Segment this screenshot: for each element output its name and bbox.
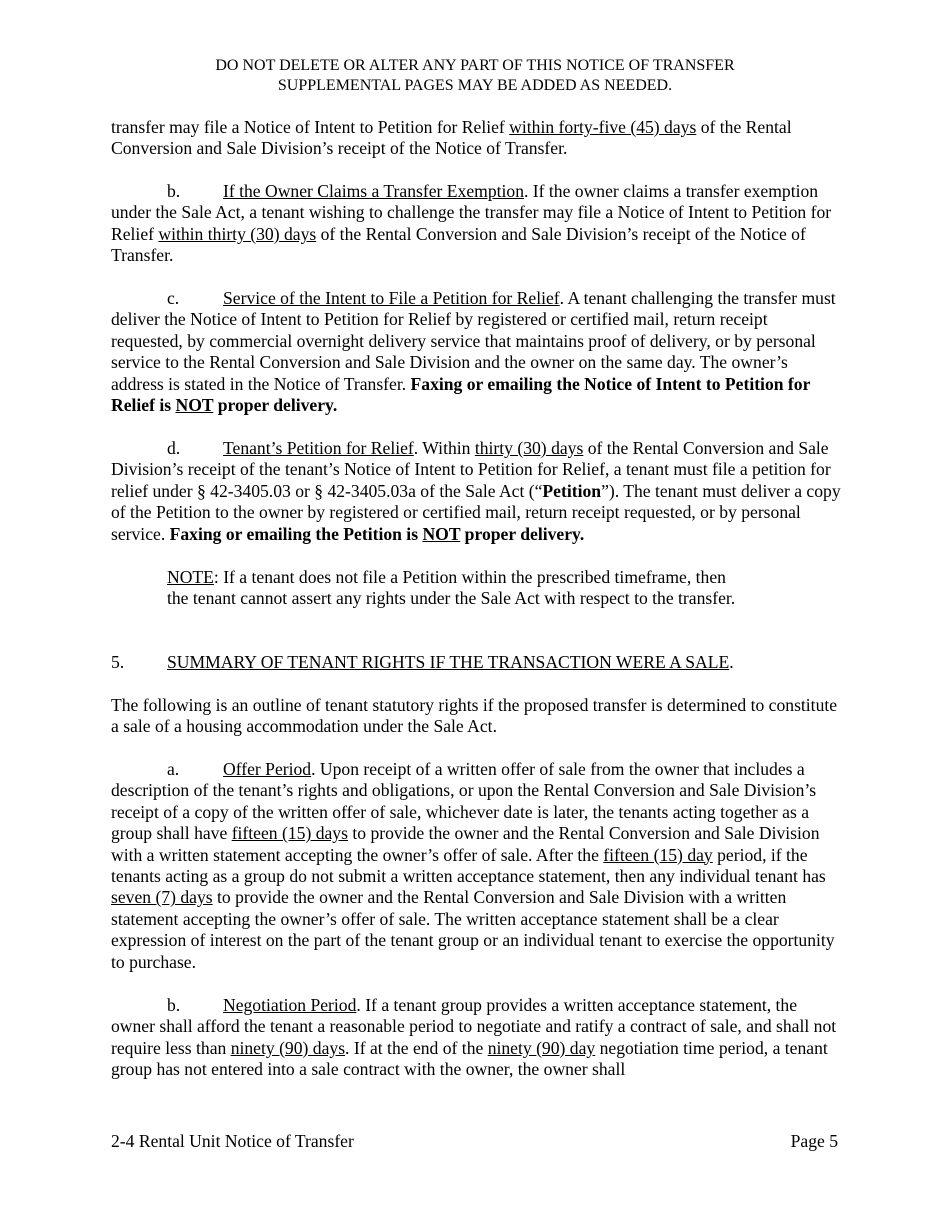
header-line-1: DO NOT DELETE OR ALTER ANY PART OF THIS NOTICE OF TRANSFER bbox=[215, 57, 735, 74]
paragraph-a-offer-period: a. Offer Period. Upon receipt of a written offer of sale from the owner that includes a description of the tenant’s rights and obligations, or upon the Rental Conversion and Sale Division’s receipt of a copy of the written offer of sale, whichever date is later, the tenants acting together as a group shall have fifteen (15) days to provide the owner and the Rental Conversion and Sale Division with a written statement accepting the owner’s offer of sale. After the fifteen (15) day period, if the tenants acting as a group do not submit a written acceptance statement, then any individual tenant has seven (7) days to provide the owner and the Rental Conversion and Sale Division with a written statement accepting the owner’s offer of sale. The written acceptance statement shall be a clear expression of interest on the part of the tenant group or an individual tenant to exercise the opportunity to purchase. bbox=[111, 759, 835, 972]
paragraph-c-service: c. Service of the Intent to File a Petition for Relief. A tenant challenging the transfer must deliver the Notice of Intent to Petition for Relief by registered or certified mail, return receipt requested, by commercial overnight delivery service that maintains proof of delivery, or by personal service to the Rental Conversion and Sale Division and the owner on the same day. The owner’s address is stated in the Notice of Transfer. Faxing or emailing the Notice of Intent to Petition for Relief is NOT proper delivery. bbox=[111, 288, 836, 416]
bold-warning: Faxing or emailing the Petition is NOT proper delivery. bbox=[169, 523, 585, 544]
deadline-30-days: thirty (30) days bbox=[474, 438, 584, 458]
item-heading: Negotiation Period bbox=[223, 995, 357, 1015]
note-label: NOTE bbox=[167, 567, 214, 587]
deadline-30-days: within thirty (30) days bbox=[158, 223, 317, 244]
deadline-90-day: ninety (90) day bbox=[487, 1037, 596, 1058]
footer-document-title: 2-4 Rental Unit Notice of Transfer bbox=[111, 1131, 354, 1151]
bold-warning: Faxing or emailing the Notice of Intent to Petition for Relief is NOT proper delivery. bbox=[111, 373, 811, 416]
paragraph-continuation: transfer may file a Notice of Intent to Petition for Relief within forty-five (45) days of the Rental Conversion and Sale Division’s receipt of the Notice of Transfer. bbox=[111, 117, 792, 159]
item-heading: If the Owner Claims a Transfer Exemption bbox=[223, 181, 524, 201]
paragraph-b-negotiation-period: b. Negotiation Period. If a tenant group provides a written acceptance statement, the owner shall afford the tenant a reasonable period to negotiate and ratify a contract of sale, and shall not require less than ninety (90) days. If at the end of the ninety (90) day negotiation time period, a tenant group has not entered into a sale contract with the owner, the owner shall bbox=[111, 995, 837, 1080]
item-heading: Offer Period bbox=[223, 759, 312, 779]
item-label: d. bbox=[167, 438, 181, 458]
paragraph-d-petition: d. Tenant’s Petition for Relief. Within thirty (30) days of the Rental Conversion and Sale Division’s receipt of the tenant’s Notice of Intent to Petition for Relief, a tenant must file a petition for relief under § 42-3405.03 or § 42-3405.03a of the Sale Act (“Petition”). The tenant must deliver a copy of the Petition to the owner by registered or certified mail, return receipt requested, or by personal service. Faxing or emailing the Petition is NOT proper delivery. bbox=[111, 438, 841, 544]
deadline-15-days: fifteen (15) days bbox=[231, 823, 348, 844]
deadline-90-days: ninety (90) days bbox=[230, 1037, 346, 1058]
item-label: c. bbox=[167, 288, 180, 308]
note-block: NOTE: If a tenant does not file a Petition within the prescribed timeframe, then the tenant cannot assert any rights under the Sale Act with respect to the transfer. bbox=[167, 567, 736, 609]
section-title: SUMMARY OF TENANT RIGHTS IF THE TRANSACTION WERE A SALE bbox=[167, 652, 730, 672]
section-number: 5. bbox=[111, 652, 125, 672]
deadline-45-days: within forty-five (45) days bbox=[509, 117, 697, 137]
section-5-heading: 5. SUMMARY OF TENANT RIGHTS IF THE TRANSACTION WERE A SALE. bbox=[111, 652, 734, 672]
item-label: b. bbox=[167, 995, 181, 1015]
paragraph-b-transfer-exemption: b. If the Owner Claims a Transfer Exemption. If the owner claims a transfer exemption under the Sale Act, a tenant wishing to challenge the transfer may file a Notice of Intent to Petition for Relief within thirty (30) days of the Rental Conversion and Sale Division’s receipt of the Notice of Transfer. bbox=[111, 181, 832, 266]
deadline-15-day: fifteen (15) day bbox=[603, 844, 713, 865]
item-label: a. bbox=[167, 759, 180, 779]
footer-page-number: Page 5 bbox=[790, 1131, 838, 1151]
item-label: b. bbox=[167, 181, 181, 201]
header-line-2: SUPPLEMENTAL PAGES MAY BE ADDED AS NEEDED. bbox=[277, 77, 673, 94]
item-heading: Service of the Intent to File a Petition for Relief bbox=[223, 288, 560, 308]
deadline-7-days: seven (7) days bbox=[111, 887, 213, 908]
section-5-intro: The following is an outline of tenant statutory rights if the proposed transfer is determined to constitute a sale of a housing accommodation under the Sale Act. bbox=[111, 695, 838, 737]
item-heading: Tenant’s Petition for Relief bbox=[223, 438, 414, 458]
